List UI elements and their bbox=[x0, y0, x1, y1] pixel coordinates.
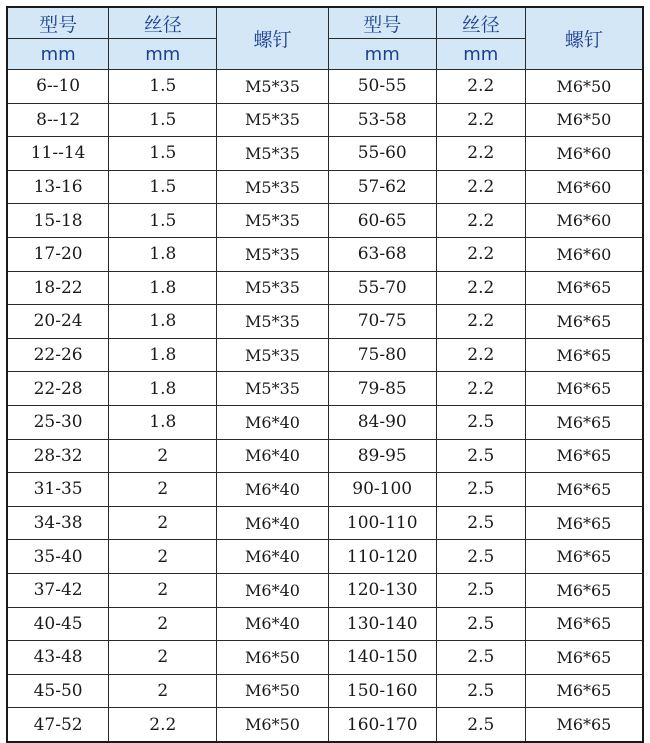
model-cell: 15-18 bbox=[7, 204, 109, 238]
wire-cell: 2.2 bbox=[109, 708, 217, 742]
table-row bbox=[7, 372, 643, 406]
wire-cell-2: 2.2 bbox=[436, 103, 525, 137]
header-model-2: 型号 bbox=[328, 7, 436, 39]
screw-cell-2: M6*60 bbox=[525, 204, 643, 238]
header-screw: 螺钉 bbox=[217, 7, 328, 70]
screw-cell-2: M6*65 bbox=[525, 305, 643, 339]
wire-cell-2: 2.5 bbox=[436, 506, 525, 540]
model-cell: 45-50 bbox=[7, 674, 109, 708]
model-cell: 47-52 bbox=[7, 708, 109, 742]
model-cell: 18-22 bbox=[7, 271, 109, 305]
model-cell: 31-35 bbox=[7, 473, 109, 507]
table-row bbox=[7, 506, 643, 540]
screw-cell-2: M6*65 bbox=[525, 439, 643, 473]
wire-cell: 1.8 bbox=[109, 405, 217, 439]
table-row bbox=[7, 473, 643, 507]
wire-cell: 1.8 bbox=[109, 237, 217, 271]
model-cell: 6--10 bbox=[7, 70, 109, 104]
header-unit-model-2: mm bbox=[328, 39, 436, 70]
wire-cell-2: 2.2 bbox=[436, 70, 525, 104]
screw-cell-2: M6*65 bbox=[525, 607, 643, 641]
table-body bbox=[7, 70, 643, 742]
model-cell: 17-20 bbox=[7, 237, 109, 271]
wire-cell-2: 2.2 bbox=[436, 204, 525, 238]
model-cell-2: 55-70 bbox=[328, 271, 436, 305]
model-cell: 34-38 bbox=[7, 506, 109, 540]
model-cell-2: 120-130 bbox=[328, 573, 436, 607]
screw-cell: M5*35 bbox=[217, 70, 328, 104]
wire-cell-2: 2.5 bbox=[436, 674, 525, 708]
model-cell-2: 53-58 bbox=[328, 103, 436, 137]
model-cell: 22-26 bbox=[7, 338, 109, 372]
model-cell-2: 150-160 bbox=[328, 674, 436, 708]
header-wire: 丝径 bbox=[109, 7, 217, 39]
wire-cell: 1.5 bbox=[109, 70, 217, 104]
table-row bbox=[7, 338, 643, 372]
table-row bbox=[7, 204, 643, 238]
wire-cell: 1.8 bbox=[109, 372, 217, 406]
screw-cell-2: M6*65 bbox=[525, 540, 643, 574]
header-screw-2: 螺钉 bbox=[525, 7, 643, 70]
model-cell: 8--12 bbox=[7, 103, 109, 137]
wire-cell-2: 2.5 bbox=[436, 540, 525, 574]
header-model: 型号 bbox=[7, 7, 109, 39]
screw-cell: M5*35 bbox=[217, 170, 328, 204]
wire-cell: 2 bbox=[109, 540, 217, 574]
table-row bbox=[7, 674, 643, 708]
wire-cell: 2 bbox=[109, 573, 217, 607]
table-row bbox=[7, 237, 643, 271]
header-unit-model: mm bbox=[7, 39, 109, 70]
screw-cell: M5*35 bbox=[217, 137, 328, 171]
model-cell-2: 84-90 bbox=[328, 405, 436, 439]
model-cell: 35-40 bbox=[7, 540, 109, 574]
wire-cell-2: 2.5 bbox=[436, 439, 525, 473]
screw-cell: M6*50 bbox=[217, 641, 328, 675]
model-cell-2: 79-85 bbox=[328, 372, 436, 406]
table-row bbox=[7, 170, 643, 204]
table-row bbox=[7, 641, 643, 675]
model-cell: 13-16 bbox=[7, 170, 109, 204]
wire-cell-2: 2.5 bbox=[436, 708, 525, 742]
screw-cell: M6*50 bbox=[217, 674, 328, 708]
table-row bbox=[7, 137, 643, 171]
header-wire-2: 丝径 bbox=[436, 7, 525, 39]
wire-cell: 1.5 bbox=[109, 170, 217, 204]
table-row bbox=[7, 405, 643, 439]
screw-cell: M5*35 bbox=[217, 204, 328, 238]
screw-cell-2: M6*50 bbox=[525, 103, 643, 137]
screw-cell-2: M6*65 bbox=[525, 641, 643, 675]
wire-cell: 1.8 bbox=[109, 338, 217, 372]
screw-cell: M6*40 bbox=[217, 405, 328, 439]
wire-cell: 1.5 bbox=[109, 137, 217, 171]
screw-cell-2: M6*65 bbox=[525, 674, 643, 708]
wire-cell-2: 2.5 bbox=[436, 473, 525, 507]
wire-cell: 2 bbox=[109, 506, 217, 540]
wire-cell: 1.5 bbox=[109, 204, 217, 238]
model-cell: 25-30 bbox=[7, 405, 109, 439]
table-header bbox=[7, 7, 643, 70]
table-row bbox=[7, 540, 643, 574]
wire-cell-2: 2.2 bbox=[436, 137, 525, 171]
model-cell-2: 60-65 bbox=[328, 204, 436, 238]
wire-cell-2: 2.2 bbox=[436, 170, 525, 204]
table-row bbox=[7, 103, 643, 137]
wire-cell-2: 2.2 bbox=[436, 305, 525, 339]
model-cell: 22-28 bbox=[7, 372, 109, 406]
wire-cell: 2 bbox=[109, 607, 217, 641]
wire-cell: 1.8 bbox=[109, 305, 217, 339]
model-cell-2: 110-120 bbox=[328, 540, 436, 574]
screw-cell-2: M6*50 bbox=[525, 70, 643, 104]
table-row bbox=[7, 70, 643, 104]
wire-cell-2: 2.5 bbox=[436, 573, 525, 607]
wire-cell: 1.8 bbox=[109, 271, 217, 305]
model-cell: 20-24 bbox=[7, 305, 109, 339]
model-cell-2: 160-170 bbox=[328, 708, 436, 742]
screw-cell-2: M6*60 bbox=[525, 170, 643, 204]
screw-cell: M5*35 bbox=[217, 305, 328, 339]
wire-cell-2: 2.2 bbox=[436, 372, 525, 406]
screw-cell-2: M6*65 bbox=[525, 271, 643, 305]
screw-cell-2: M6*60 bbox=[525, 137, 643, 171]
screw-cell: M6*40 bbox=[217, 473, 328, 507]
screw-cell: M5*35 bbox=[217, 237, 328, 271]
table-row bbox=[7, 607, 643, 641]
screw-cell: M5*35 bbox=[217, 103, 328, 137]
wire-cell: 2 bbox=[109, 674, 217, 708]
screw-cell-2: M6*65 bbox=[525, 708, 643, 742]
wire-cell-2: 2.2 bbox=[436, 338, 525, 372]
model-cell: 43-48 bbox=[7, 641, 109, 675]
model-cell-2: 75-80 bbox=[328, 338, 436, 372]
model-cell-2: 70-75 bbox=[328, 305, 436, 339]
screw-cell: M5*35 bbox=[217, 338, 328, 372]
screw-cell: M5*35 bbox=[217, 271, 328, 305]
model-cell-2: 50-55 bbox=[328, 70, 436, 104]
model-cell-2: 89-95 bbox=[328, 439, 436, 473]
screw-cell: M6*50 bbox=[217, 708, 328, 742]
wire-cell-2: 2.5 bbox=[436, 607, 525, 641]
screw-cell-2: M6*65 bbox=[525, 405, 643, 439]
wire-cell-2: 2.2 bbox=[436, 271, 525, 305]
table-row bbox=[7, 708, 643, 742]
screw-cell: M5*35 bbox=[217, 372, 328, 406]
model-cell: 11--14 bbox=[7, 137, 109, 171]
screw-cell: M6*40 bbox=[217, 439, 328, 473]
model-cell-2: 63-68 bbox=[328, 237, 436, 271]
screw-cell-2: M6*65 bbox=[525, 573, 643, 607]
screw-cell: M6*40 bbox=[217, 540, 328, 574]
model-cell-2: 55-60 bbox=[328, 137, 436, 171]
header-unit-wire: mm bbox=[109, 39, 217, 70]
screw-cell-2: M6*65 bbox=[525, 372, 643, 406]
wire-cell: 2 bbox=[109, 439, 217, 473]
model-cell: 37-42 bbox=[7, 573, 109, 607]
wire-cell-2: 2.5 bbox=[436, 641, 525, 675]
model-cell-2: 100-110 bbox=[328, 506, 436, 540]
screw-cell: M6*40 bbox=[217, 573, 328, 607]
screw-cell: M6*40 bbox=[217, 506, 328, 540]
spec-table bbox=[6, 6, 644, 743]
model-cell-2: 130-140 bbox=[328, 607, 436, 641]
screw-cell-2: M6*65 bbox=[525, 338, 643, 372]
wire-cell-2: 2.2 bbox=[436, 237, 525, 271]
table-row bbox=[7, 271, 643, 305]
wire-cell-2: 2.5 bbox=[436, 405, 525, 439]
header-unit-wire-2: mm bbox=[436, 39, 525, 70]
screw-cell: M6*40 bbox=[217, 607, 328, 641]
wire-cell: 1.5 bbox=[109, 103, 217, 137]
model-cell: 28-32 bbox=[7, 439, 109, 473]
screw-cell-2: M6*60 bbox=[525, 237, 643, 271]
model-cell-2: 140-150 bbox=[328, 641, 436, 675]
model-cell-2: 57-62 bbox=[328, 170, 436, 204]
table-row bbox=[7, 305, 643, 339]
model-cell: 40-45 bbox=[7, 607, 109, 641]
table-row bbox=[7, 439, 643, 473]
screw-cell-2: M6*65 bbox=[525, 473, 643, 507]
model-cell-2: 90-100 bbox=[328, 473, 436, 507]
table-row bbox=[7, 573, 643, 607]
screw-cell-2: M6*65 bbox=[525, 506, 643, 540]
wire-cell: 2 bbox=[109, 473, 217, 507]
wire-cell: 2 bbox=[109, 641, 217, 675]
